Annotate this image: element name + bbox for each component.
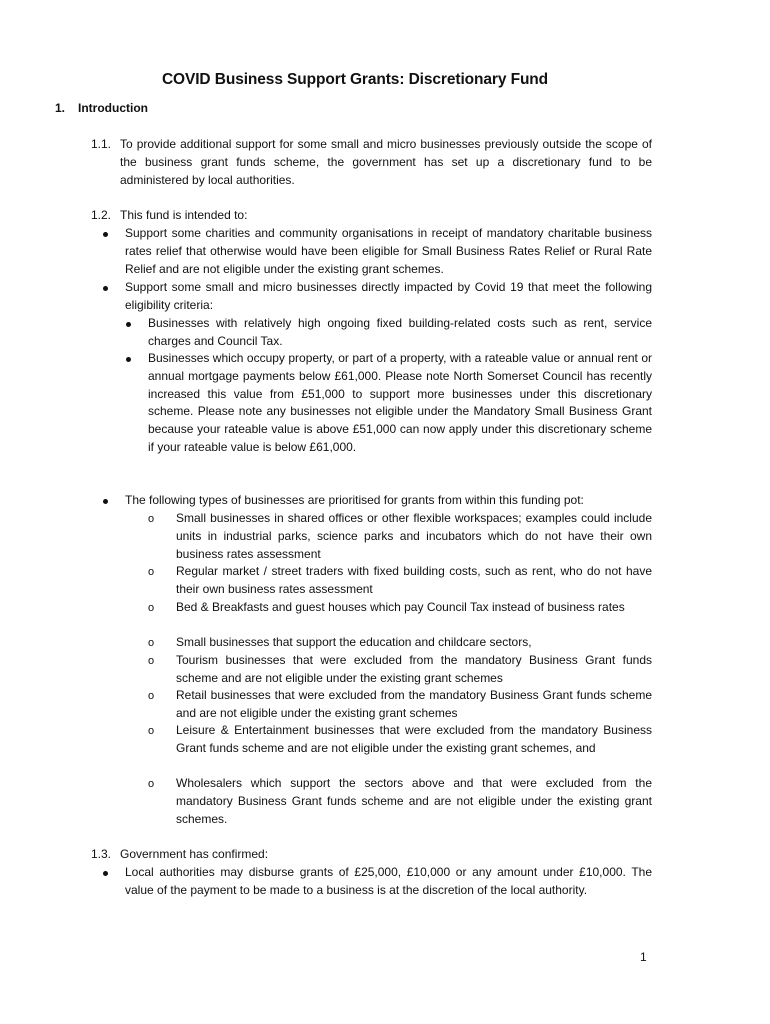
bullet-grant-amounts: Local authorities may disburse grants of £25,000, £10,000 or any amount under £10,000. The value of the payment to be made to a business is at the discretion of the local authority.	[125, 865, 652, 897]
paragraph-number: 1.1.	[91, 137, 112, 151]
priority-item-market-traders: Regular market / street traders with fixed building costs, such as rent, who do not have their own business rates assessment	[176, 564, 652, 596]
paragraph-text: To provide additional support for some small and micro businesses previously outside the scope of the business grant funds scheme, the government has set up a discretionary fund to be administered by local authorities.	[120, 137, 652, 187]
priority-item-bed-breakfasts: Bed & Breakfasts and guest houses which pay Council Tax instead of business rates	[176, 600, 625, 614]
bullet-dot-icon	[103, 499, 108, 504]
paragraph-1-1	[91, 136, 652, 189]
circle-bullet-icon: o	[148, 602, 155, 614]
paragraph-number: 1.3.	[91, 847, 112, 861]
sub-bullet-marker	[126, 350, 131, 368]
bullet-priorities-intro: The following types of businesses are prioritised for grants from within this funding pot:	[125, 493, 584, 507]
bullet-marker	[103, 492, 108, 510]
priority-item-leisure: Leisure & Entertainment businesses that were excluded from the mandatory Business Grant funds scheme and are not eligible under the existing grant schemes, and	[176, 723, 652, 755]
section-number: 1.	[55, 101, 66, 115]
bullet-small-micro: Support some small and micro businesses directly impacted by Covid 19 that meet the following eligibility criteria:	[125, 280, 652, 312]
paragraph-text: This fund is intended to:	[120, 208, 248, 222]
section-heading-text: Introduction	[78, 101, 148, 115]
bullet-dot-icon	[103, 286, 108, 291]
sub-bullet-rateable-value: Businesses which occupy property, or part of a property, with a rateable value or annual rent or annual mortgage payments below £61,000. Please note North Somerset Council has recently increased this value from £51,000 to support more businesses under this discretionary scheme. Please note any businesses not eligible under the Mandatory Small Business Grant because your rateable value is above £51,000 can now apply under this discretionary scheme if your rateable value is below £61,000.	[148, 351, 652, 454]
bullet-dot-icon	[126, 322, 131, 327]
circle-bullet-icon: o	[148, 778, 155, 790]
bullet-marker	[103, 225, 108, 243]
priority-item-education-childcare: Small businesses that support the education and childcare sectors,	[176, 635, 532, 649]
paragraph-1-2-intro	[91, 207, 652, 225]
priority-item-wholesalers: Wholesalers which support the sectors above and that were excluded from the mandatory Business Grant funds scheme and are not eligible under the existing grant schemes.	[176, 776, 652, 826]
section-heading-introduction	[55, 101, 148, 115]
circle-bullet-icon: o	[148, 655, 155, 667]
sub-bullet-marker	[126, 315, 131, 333]
circle-bullet-icon: o	[148, 566, 155, 578]
page-number: 1	[640, 950, 647, 964]
bullet-charities: Support some charities and community organisations in receipt of mandatory charitable business rates relief that otherwise would have been eligible for Small Business Rates Relief or Rural Rate Relief and are not eligible under the existing grant schemes.	[125, 226, 652, 276]
bullet-dot-icon	[103, 232, 108, 237]
priority-item-retail: Retail businesses that were excluded from the mandatory Business Grant funds scheme and are not eligible under the existing grant schemes	[176, 688, 652, 720]
priority-item-shared-offices: Small businesses in shared offices or other flexible workspaces; examples could include units in industrial parks, science parks and incubators which do not have their own business rates assessment	[176, 511, 652, 561]
bullet-dot-icon	[126, 357, 131, 362]
circle-bullet-icon: o	[148, 637, 155, 649]
circle-bullet-icon: o	[148, 513, 155, 525]
priority-item-tourism: Tourism businesses that were excluded from the mandatory Business Grant funds scheme and are not eligible under the existing grant schemes	[176, 653, 652, 685]
document-title: COVID Business Support Grants: Discretionary Fund	[161, 71, 549, 88]
paragraph-number: 1.2.	[91, 208, 112, 222]
paragraph-1-3-intro	[91, 846, 652, 864]
bullet-marker	[103, 279, 108, 297]
sub-bullet-fixed-costs: Businesses with relatively high ongoing fixed building-related costs such as rent, service charges and Council Tax.	[148, 316, 652, 348]
circle-bullet-icon: o	[148, 690, 155, 702]
circle-bullet-icon: o	[148, 725, 155, 737]
paragraph-text: Government has confirmed:	[120, 847, 269, 861]
bullet-marker	[103, 864, 108, 882]
bullet-dot-icon	[103, 871, 108, 876]
